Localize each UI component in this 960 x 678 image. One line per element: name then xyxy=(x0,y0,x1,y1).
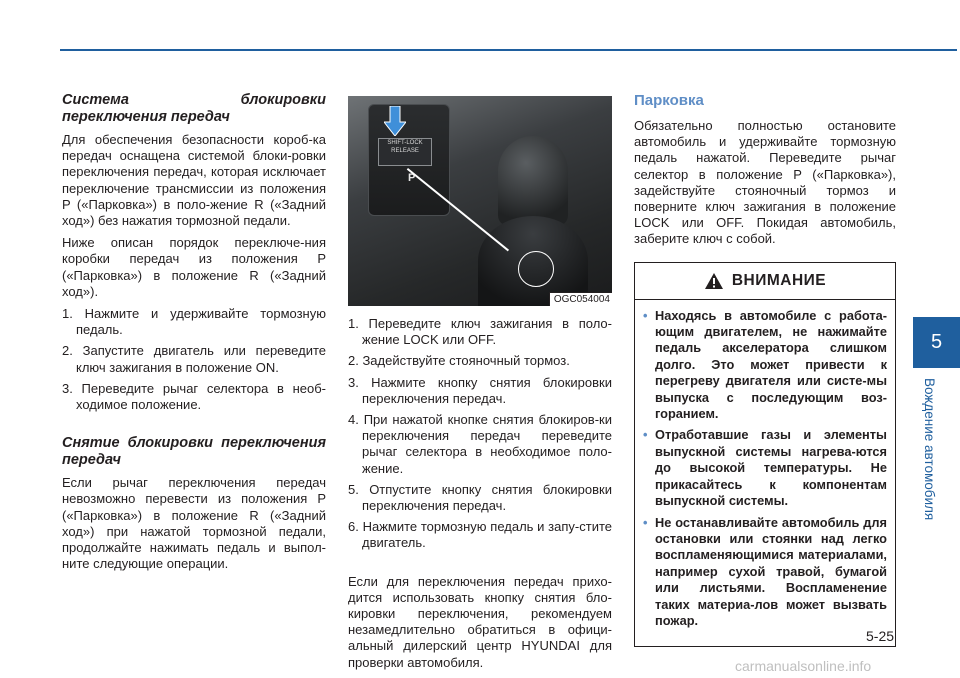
down-arrow-icon xyxy=(384,106,406,136)
list-item: 4. При нажатой кнопке снятия блокиров-ки переключения передач переведите рычаг селектора в необходимое поло-жение. xyxy=(348,412,612,476)
top-rule xyxy=(60,49,957,51)
shift-lock-release-button: SHIFT-LOCK RELEASE xyxy=(378,138,432,166)
list-item: 2. Задействуйте стояночный тормоз. xyxy=(348,353,570,369)
list-item: 3. Переведите рычаг селектора в необ-ходимое положение. xyxy=(62,380,326,413)
list-item: 6. Нажмите тормозную педаль и запу-стите двигатель. xyxy=(348,519,612,551)
image-caption: OGC054004 xyxy=(549,292,612,306)
bullet-icon: • xyxy=(643,427,648,443)
paragraph: Ниже описан порядок переключе-ния коробки передач из положения P («Парковка») в положение R («Задний ход»). xyxy=(62,235,326,299)
warning-header xyxy=(635,263,895,300)
bullet-icon: • xyxy=(643,307,648,323)
list-item xyxy=(643,427,887,509)
park-indicator: P xyxy=(408,172,416,184)
warning-list xyxy=(643,308,887,630)
warning-body xyxy=(635,300,895,647)
section-heading-shift-lock-release: Снятие блокировки переключения передач xyxy=(62,435,326,469)
highlight-circle xyxy=(518,251,554,287)
paragraph: Обязательно полностью остановите автомобиль и удерживайте тормозную педаль нажатой. Переведите рычаг селектор в положение P («Парковка»), задействуйте стояночный тормоз и поверните ключ зажигания в положение LOCK или OFF. Покидая автомобиль, заберите ключ с собой. xyxy=(634,118,896,247)
watermark: carmanualsonline.info xyxy=(735,658,872,674)
list-item: 2. Запустите двигатель или переведите ключ зажигания в положение ON. xyxy=(62,343,326,375)
chapter-tab: 5 xyxy=(913,317,960,368)
column-right xyxy=(634,92,896,647)
paragraph: Если рычаг переключения передач невозможно перевести из положения P («Парковка») в положение R («Задний ход») при нажатой тормозной педали, продолжайте нажимать педаль и выпол-ните следующие операции. xyxy=(62,475,326,572)
warning-box xyxy=(634,262,896,648)
warning-text: Не останавливайте автомобиль для остановки или стоянки над легко воспламеняющимися материалами, например сухой травой, бумагой или листьями. Воспламенение таких материа-лов может вызвать пожар. xyxy=(655,514,887,628)
chapter-title: Вождение автомобиля xyxy=(922,378,937,521)
list-item: 3. Нажмите кнопку снятия блокировки переключения передач. xyxy=(348,374,612,406)
column-middle xyxy=(348,92,612,677)
warning-title: ВНИМАНИЕ xyxy=(731,271,827,289)
section-heading-shift-lock: Система блокировки переключения передач xyxy=(62,92,326,125)
list-item xyxy=(643,515,887,630)
warning-text: Отработавшие газы и элементы выпускной системы нагрева-ются до высокой температуры. Не прикасайтесь к компонентам выпускной системы. xyxy=(655,427,887,509)
section-heading-parking: Парковка xyxy=(634,92,704,109)
paragraph: Если для переключения передач прихо-дится использовать кнопку снятия бло-кировки переключения, рекомендуем незамедлительно обратиться в офици-альный дилерский центр HYUNDAI для проверки автомобиля. xyxy=(348,573,612,670)
chapter-title-vertical xyxy=(921,378,941,538)
bullet-icon: • xyxy=(643,514,648,530)
list-item: 1. Переведите ключ зажигания в поло-жение LOCK или OFF. xyxy=(348,316,612,348)
paragraph: Для обеспечения безопасности короб-ка передач оснащена системой блоки-ровки переключения передач, которая исключает переключение трансмиссии из положения P («Парковка») в поло-жение R («Задний ход») без нажатия тормозной педали. xyxy=(62,132,326,229)
gear-lever xyxy=(498,136,568,226)
column-left xyxy=(62,92,326,578)
steps-list xyxy=(348,316,612,552)
warning-text: Находясь в автомобиле с работа-ющим двигателем, не нажимайте педаль акселератора слишком долго. Это может привести к перегреву двигателя или систе-мы выпуска с последующим воз-горанием. xyxy=(655,307,887,422)
list-item: 5. Отпустите кнопку снятия блокировки переключения передач. xyxy=(348,481,612,514)
steps-list xyxy=(62,306,326,413)
gear-selector-photo xyxy=(348,96,612,306)
page-number: 5-25 xyxy=(866,628,895,644)
list-item xyxy=(643,308,887,423)
warning-triangle-icon xyxy=(704,272,724,290)
list-item: 1. Нажмите и удерживайте тормозную педаль. xyxy=(62,306,326,338)
